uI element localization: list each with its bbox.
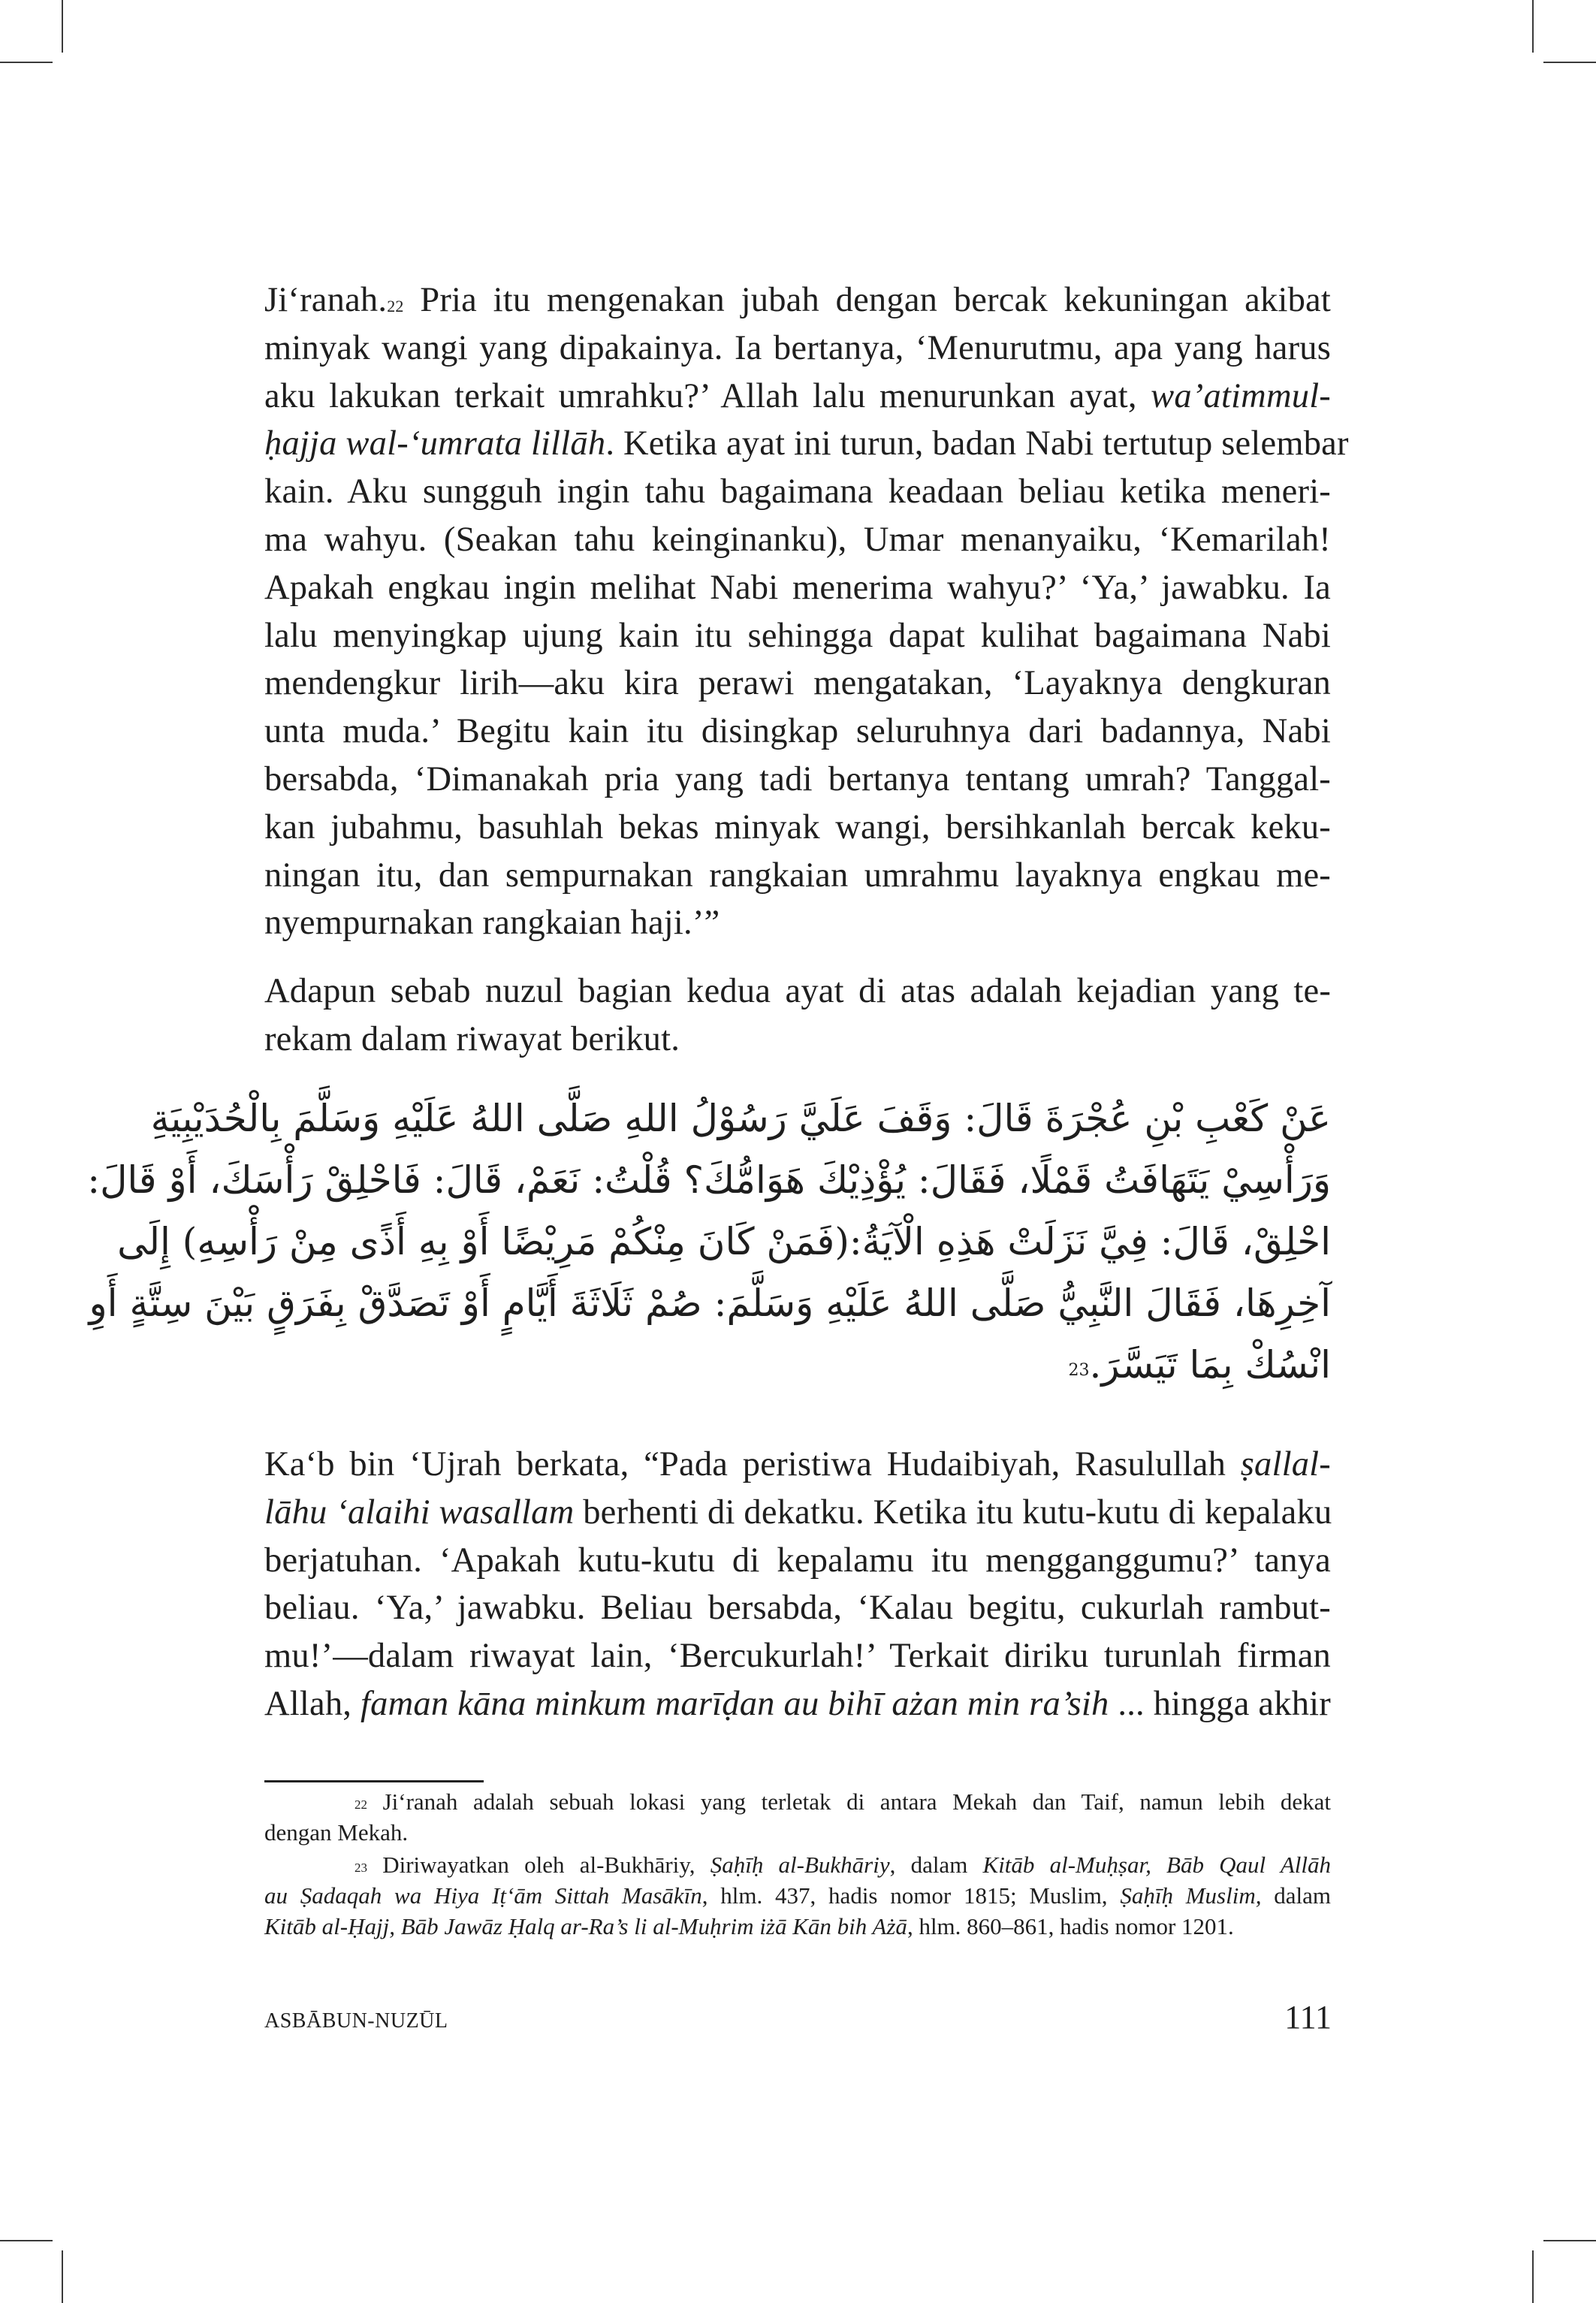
arabic-line-5: انْسُكْ بِمَا تَيَسَّرَ.$^{23}$ [1068, 1343, 1331, 1387]
footnote-22 [264, 1786, 1331, 1848]
footnote-22-line-2: dengan Mekah. [264, 1819, 409, 1846]
paragraph-1-line-4: ḥajja wal-‘umrata lillāh. Ketika ayat ini turun, badan Nabi tertutup selembar [264, 424, 1349, 463]
crop-mark-top-left-v [62, 0, 63, 53]
arabic-line-1: عَنْ كَعْبِ بْنِ عُجْرَةَ قَالَ: وَقَفَ عَلَيَّ رَسُوْلُ اللهِ صَلَّى اللهُ عَلَيْهِ وَسَلَّمَ بِالْحُدَيْبِيَةِ [150, 1097, 1331, 1140]
paragraph-1 [264, 276, 1349, 947]
arabic-line-3: احْلِقْ، قَالَ: فِيَّ نَزَلَتْ هَذِهِ الْآيَةُ:(فَمَنْ كَانَ مِنْكُمْ مَرِيْضًا أَوْ بِهِ أَذًى مِنْ رَأْسِهِ) إِلَى [117, 1220, 1331, 1263]
paragraph-1-line-13: ningan itu, dan sempurnakan rangkaian umrahmu layaknya engkau me- [264, 856, 1331, 895]
footnote-ref-23[interactable]: 23 [1068, 1361, 1090, 1380]
arabic-line-4: آخِرِهَا، فَقَالَ النَّبِيُّ صَلَّى اللهُ عَلَيْهِ وَسَلَّمَ: صُمْ ثَلَاثَةَ أَيَّامٍ أَوْ تَصَدَّقْ بِفَرَقٍ بَيْنَ سِتَّةٍ أَوِ [89, 1281, 1331, 1325]
paragraph-3-line-4: beliau. ‘Ya,’ jawabku. Beliau bersabda, ‘Kalau begitu, cukurlah rambut- [264, 1589, 1331, 1628]
paragraph-1-line-8: lalu menyingkap ujung kain itu sehingga dapat kulihat bagaimana Nabi [264, 616, 1331, 655]
running-title: ASBĀBUN-NUZŪL [264, 2009, 448, 2033]
paragraph-2-line-2: rekam dalam riwayat berikut. [264, 1019, 680, 1058]
footnote-23-line-1: $^{23}$ Diriwayatkan oleh al-Bukhāriy, Ṣaḥīḥ al-Bukhāriy, dalam Kitāb al-Muḥṣar, Bāb Qaul Allāh [354, 1852, 1331, 1878]
paragraph-1-line-1: Ji‘ranah.$^{22}$ Pria itu mengenakan jubah dengan bercak kekuningan akibat [264, 281, 1331, 319]
paragraph-2-line-1: Adapun sebab nuzul bagian kedua ayat di atas adalah kejadian yang te- [264, 972, 1331, 1010]
arabic-line-2: وَرَأْسِيْ يَتَهَافَتُ قَمْلًا، فَقَالَ: يُؤْذِيْكَ هَوَامُّكَ؟ قُلْتُ: نَعَمْ، قَالَ: فَاحْلِقْ رَأْسَكَ، أَوْ قَالَ: [87, 1158, 1331, 1202]
footnote-23-line-2: au Ṣadaqah wa Hiya Iṭ‘ām Sittah Masākīn, hlm. 437, hadis nomor 1815; Muslim, Ṣaḥīḥ Muslim, dalam [264, 1882, 1331, 1909]
paragraph-1-line-5: kain. Aku sungguh ingin tahu bagaimana keadaan beliau ketika meneri- [264, 472, 1331, 512]
paragraph-1-line-7: Apakah engkau ingin melihat Nabi menerima wahyu?’ ‘Ya,’ jawabku. Ia [264, 568, 1331, 607]
paragraph-3-line-3: berjatuhan. ‘Apakah kutu-kutu di kepalamu itu mengganggumu?’ tanya [264, 1541, 1331, 1580]
paragraph-3-line-1: Ka‘b bin ‘Ujrah berkata, “Pada peristiwa Hudaibiyah, Rasulullah ṣallal- [264, 1445, 1331, 1484]
paragraph-1-line-12: kan jubahmu, basuhlah bekas minyak wangi, bersihkanlah bercak keku- [264, 807, 1331, 847]
crop-mark-top-left-h [0, 62, 53, 63]
arabic-hadith [87, 1088, 1331, 1396]
footnote-23-line-3: Kitāb al-Ḥajj, Bāb Jawāz Ḥalq ar-Ra’s li al-Muḥrim iżā Kān bih Ażā, hlm. 860–861, hadis nomor 1201. [264, 1913, 1234, 1939]
footnote-23 [264, 1849, 1331, 1942]
footnote-ref-22[interactable]: 22 [387, 297, 404, 315]
paragraph-3-line-2: lāhu ‘alaihi wasallam berhenti di dekatku. Ketika itu kutu-kutu di kepalaku [264, 1493, 1332, 1532]
crop-mark-bottom-right-v [1532, 2250, 1534, 2303]
crop-mark-bottom-right-h [1543, 2240, 1596, 2241]
paragraph-1-line-11: bersabda, ‘Dimanakah pria yang tadi bertanya tentang umrah? Tanggal- [264, 759, 1331, 798]
paragraph-1-line-9: mendengkur lirih—aku kira perawi mengatakan, ‘Layaknya dengkuran [264, 664, 1331, 703]
paragraph-1-line-2: minyak wangi yang dipakainya. Ia bertanya, ‘Menurutmu, apa yang harus [264, 328, 1331, 367]
crop-mark-bottom-left-h [0, 2240, 53, 2241]
paragraph-1-line-3: aku lakukan terkait umrahku?’ Allah lalu menurunkan ayat, wa’atimmul- [264, 376, 1331, 415]
crop-mark-top-right-v [1532, 0, 1534, 53]
page-number: 111 [1284, 1999, 1332, 2036]
crop-mark-top-right-h [1543, 62, 1596, 63]
paragraph-3-line-6: Allah, faman kāna minkum marīḍan au bihī ażan min ra’sih ... hingga akhir [264, 1684, 1331, 1723]
footnote-22-line-1: $^{22}$ Ji‘ranah adalah sebuah lokasi yang terletak di antara Mekah dan Taif, namun lebih dekat [354, 1788, 1331, 1815]
paragraph-3 [264, 1441, 1331, 1728]
paragraph-2 [264, 967, 1331, 1064]
paragraph-1-line-14: nyempurnakan rangkaian haji.’” [264, 904, 720, 943]
footnote-separator [264, 1780, 484, 1782]
crop-mark-bottom-left-v [62, 2250, 63, 2303]
paragraph-1-line-6: ma wahyu. (Seakan tahu keinginanku), Umar menanyaiku, ‘Kemarilah! [264, 520, 1331, 559]
paragraph-3-line-5: mu!’—dalam riwayat lain, ‘Bercukurlah!’ Terkait diriku turunlah firman [264, 1637, 1331, 1676]
paragraph-1-line-10: unta muda.’ Begitu kain itu disingkap seluruhnya dari badannya, Nabi [264, 712, 1331, 751]
